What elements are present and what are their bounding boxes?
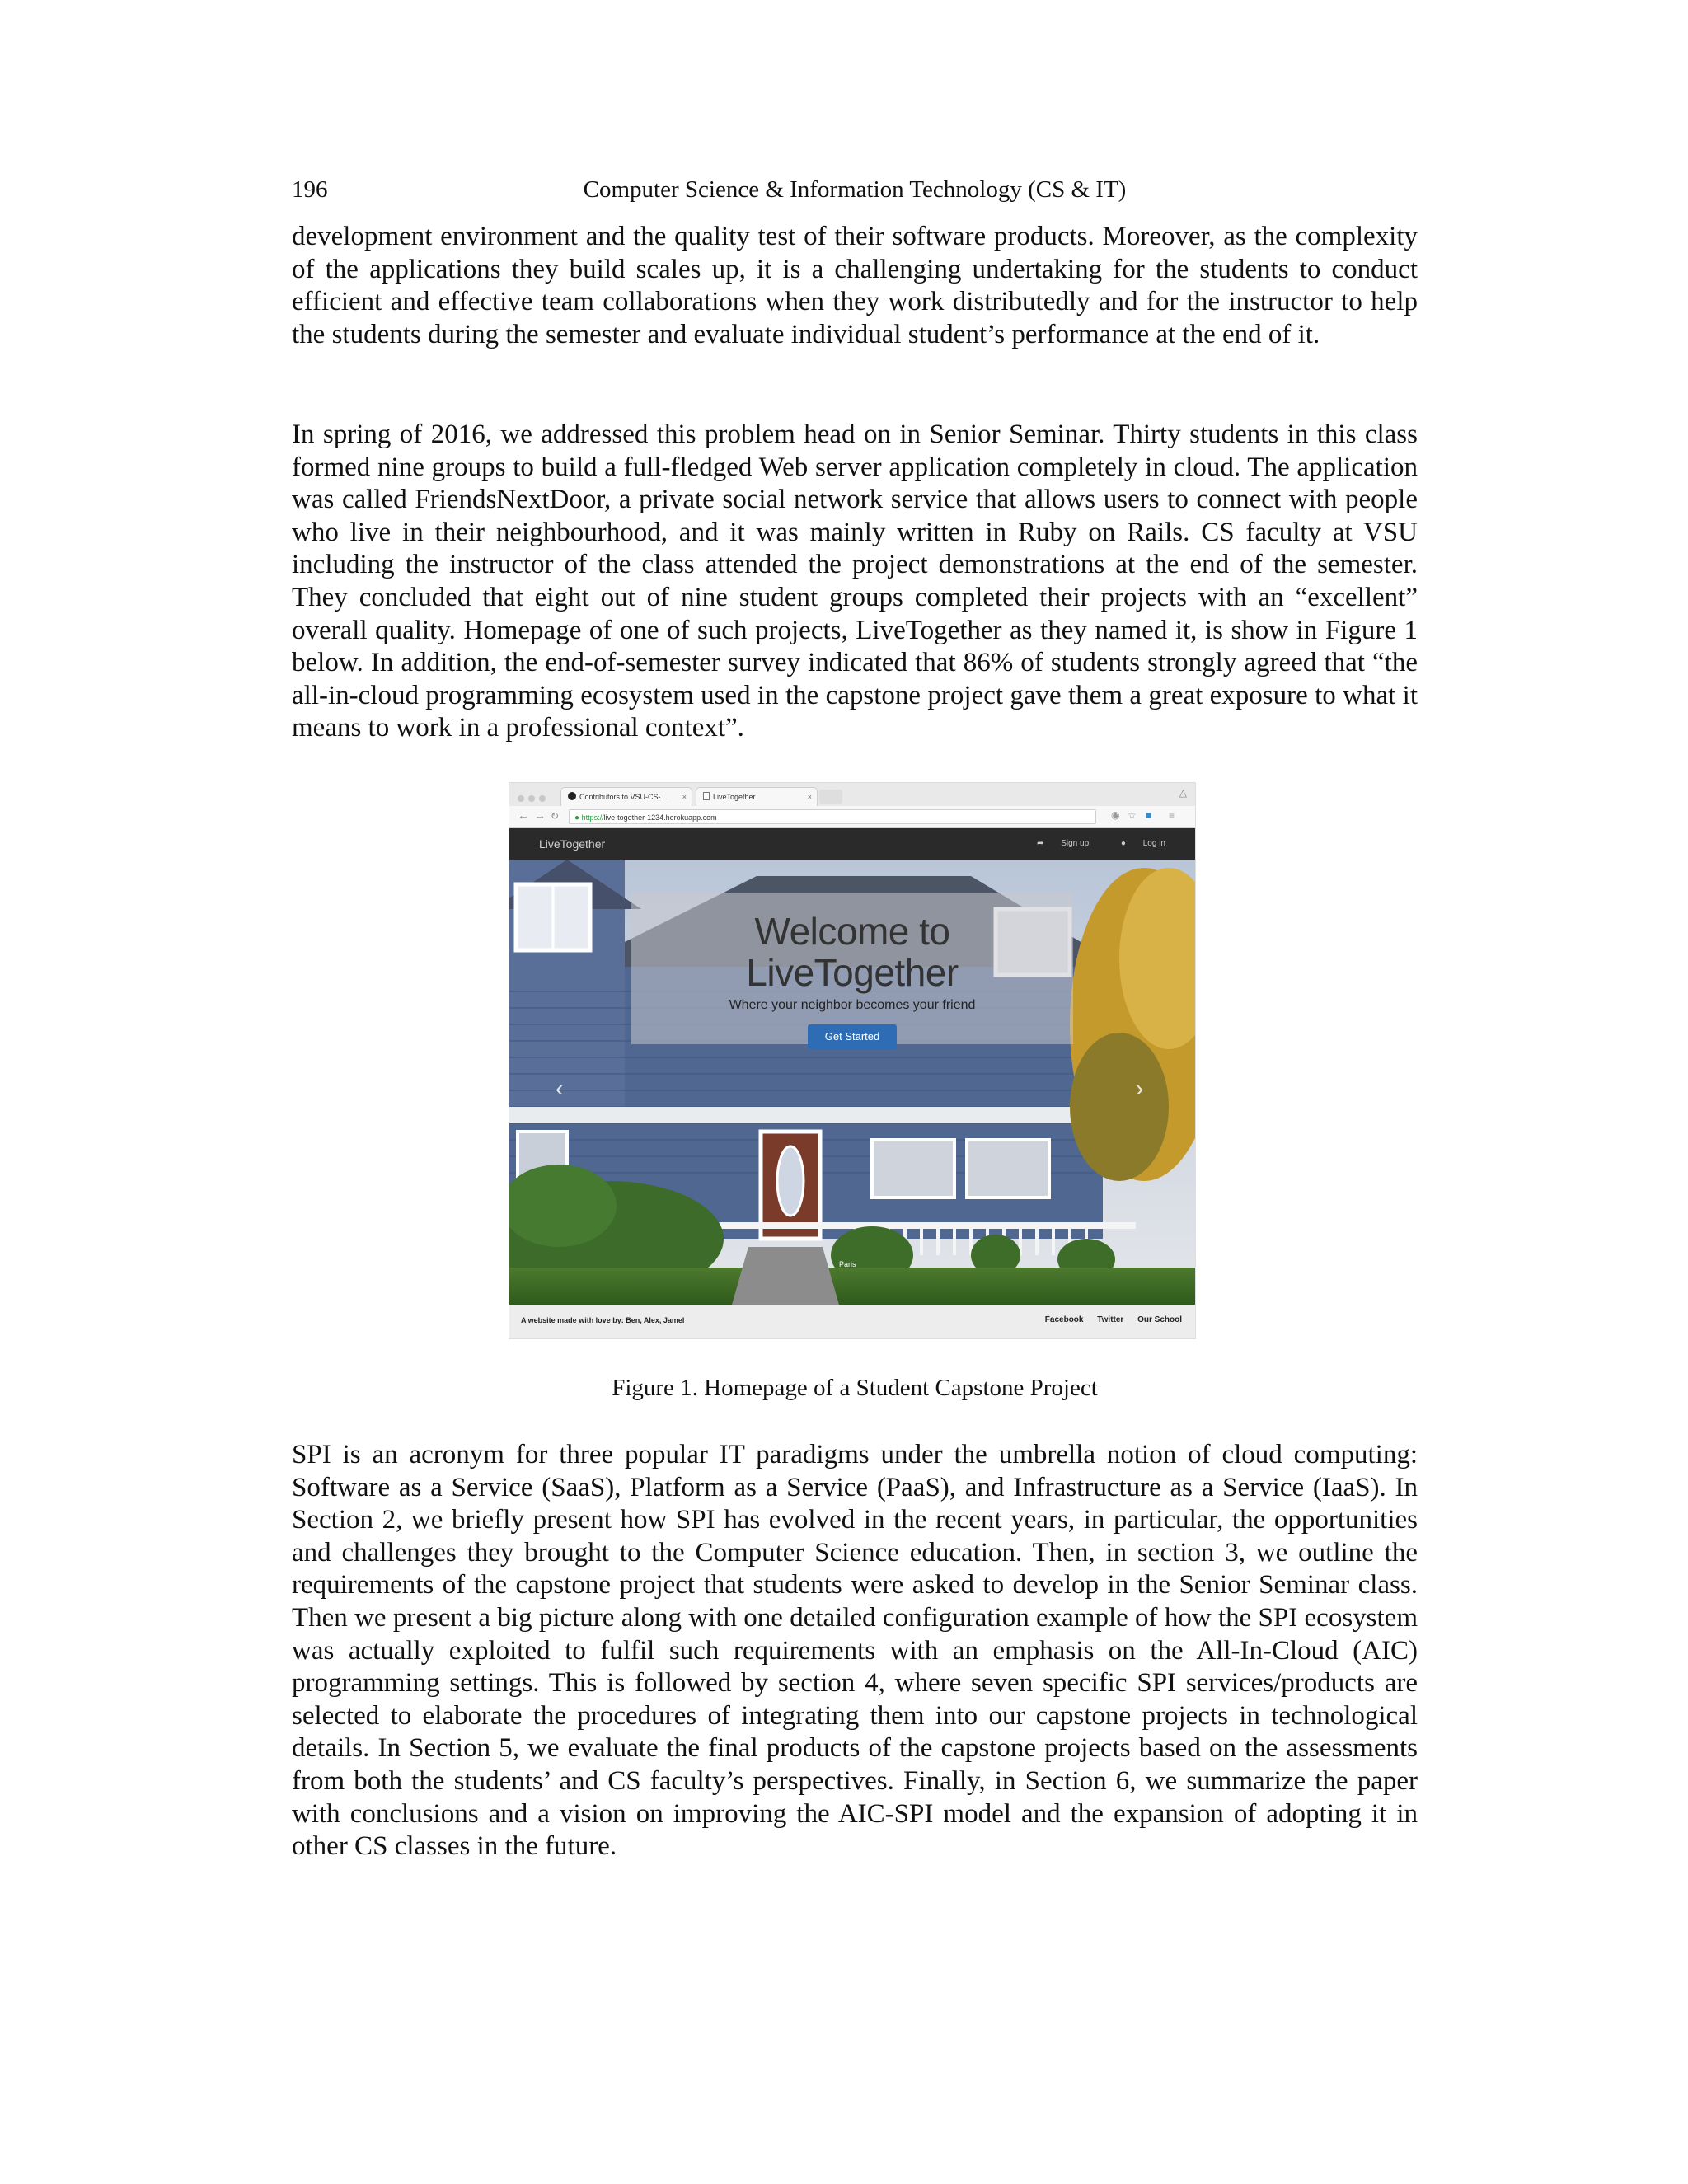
tab-label: LiveTogether	[713, 793, 756, 801]
hero-subtitle: Where your neighbor becomes your friend	[729, 998, 976, 1012]
footer-link-twitter[interactable]: Twitter	[1097, 1315, 1124, 1324]
back-arrow-icon[interactable]: ←	[518, 808, 529, 822]
url-scheme: https://	[581, 813, 604, 822]
paragraph-1: development environment and the quality test of their software products. Moreover, as the complexity of the applications they build scales up, it is a challenging undertaking for the students to conduct efficient and effective team collaborations when they work distributedly and for the instructor to help the students during the semester and evaluate individual student’s performance at the end of it.	[292, 222, 1418, 349]
hero-title-line-2: LiveTogether	[746, 951, 959, 994]
star-icon[interactable]: ☆	[1128, 809, 1137, 821]
browser-tab-contributors[interactable]	[560, 787, 692, 806]
tab-close-icon[interactable]: ×	[682, 793, 687, 801]
hero-carousel	[509, 860, 1195, 1305]
url-host: live-together-1234.herokuapp.com	[603, 813, 717, 822]
hero-title-line-1: Welcome to	[754, 910, 950, 953]
slide-label: Paris	[839, 1260, 856, 1268]
running-header	[292, 173, 1418, 206]
figure-1-screenshot	[509, 783, 1195, 1338]
paragraph-3: SPI is an acronym for three popular IT paradigms under the umbrella notion of cloud computing: Software as a Service (SaaS), Platform as a Service (PaaS), and Infrastructure as a Service (IaaS). In Section 2, we briefly present how SPI has evolved in the recent years, in particular, the opportunities and challenges they brought to the Computer Science education. Then, in section 3, we outline the requirements of the capstone project that students were asked to develop in the Senior Seminar class. Then we present a big picture along with one detailed configuration example of how the SPI ecosystem was actually exploited to fulfil such requirements with an emphasis on the All-In-Cloud (AIC) programming settings. This is followed by section 4, where seven specific SPI services/products are selected to elaborate the procedures of integrating them into our capstone projects in technological details. In Section 5, we evaluate the final products of the capstone projects based on the assessments from both the students’ and CS faculty’s perspectives. Finally, in Section 6, we summarize the paper with conclusions and a vision on improving the AIC-SPI model and the expansion of adopting it in other CS classes in the future.	[292, 1440, 1418, 1862]
carousel-next-icon[interactable]: ›	[1136, 1076, 1144, 1101]
sign-up-link[interactable]	[1022, 839, 1089, 848]
footer-link-facebook[interactable]: Facebook	[1044, 1315, 1084, 1324]
lock-icon: ●	[574, 813, 580, 823]
browser-tab-livetogether[interactable]	[696, 787, 818, 806]
site-footer	[509, 1305, 1195, 1338]
figure-caption: Figure 1. Homepage of a Student Capstone Project	[612, 1375, 1098, 1401]
reload-icon[interactable]: ↻	[551, 810, 560, 822]
profile-icon[interactable]: △	[1179, 787, 1187, 799]
footer-links	[1034, 1315, 1182, 1324]
hamburger-menu-icon[interactable]: ≡	[1169, 809, 1175, 821]
window-controls	[518, 791, 550, 806]
site-navbar	[509, 828, 1195, 860]
carousel-prev-icon[interactable]: ‹	[556, 1076, 564, 1101]
forward-arrow-icon[interactable]: →	[534, 808, 546, 822]
minimize-window-icon	[528, 795, 535, 802]
user-icon: ●	[1120, 839, 1126, 848]
paragraph-2: In spring of 2016, we addressed this problem head on in Senior Seminar. Thirty students in this class formed nine groups to build a full-fledged Web server application completely in cloud. The application was called FriendsNextDoor, a private social network service that allows users to connect with people who live in their neighbourhood, and it was mainly written in Ruby on Rails. CS faculty at VSU including the instructor of the class attended the project demonstrations at the end of the semester. They concluded that eight out of nine student groups completed their projects with an “excellent” overall quality. Homepage of one of such projects, LiveTogether as they named it, is show in Figure 1 below. In addition, the end-of-semester survey indicated that 86% of students strongly agreed that “the all-in-cloud programming ecosystem used in the capstone project gave them a great exposure to what it means to work in a professional context”.	[292, 419, 1418, 743]
page-number: 196	[292, 176, 328, 203]
page-icon	[703, 792, 710, 800]
browser-address-bar	[509, 806, 1195, 828]
new-tab-button[interactable]	[819, 790, 842, 804]
log-in-label: Log in	[1142, 839, 1165, 848]
sign-up-label: Sign up	[1061, 839, 1090, 848]
site-brand[interactable]: LiveTogether	[539, 837, 606, 851]
github-icon	[568, 792, 576, 800]
footer-link-our-school[interactable]: Our School	[1137, 1315, 1182, 1324]
close-window-icon	[518, 795, 524, 802]
footer-credits: A website made with love by: Ben, Alex, Jamel	[521, 1316, 685, 1324]
sign-in-icon: ➦	[1037, 839, 1044, 848]
extension-icon[interactable]: ◉	[1111, 809, 1120, 821]
extension-icon-blue[interactable]: ■	[1146, 809, 1152, 821]
tab-close-icon[interactable]: ×	[807, 793, 812, 801]
browser-tab-bar	[509, 783, 1195, 806]
journal-title: Computer Science & Information Technology (CS & IT)	[583, 176, 1127, 203]
get-started-button[interactable]: Get Started	[808, 1024, 897, 1049]
tab-label: Contributors to VSU-CS-...	[579, 793, 668, 801]
log-in-link[interactable]	[1106, 839, 1165, 848]
url-input[interactable]	[569, 809, 1096, 824]
maximize-window-icon	[539, 795, 546, 802]
